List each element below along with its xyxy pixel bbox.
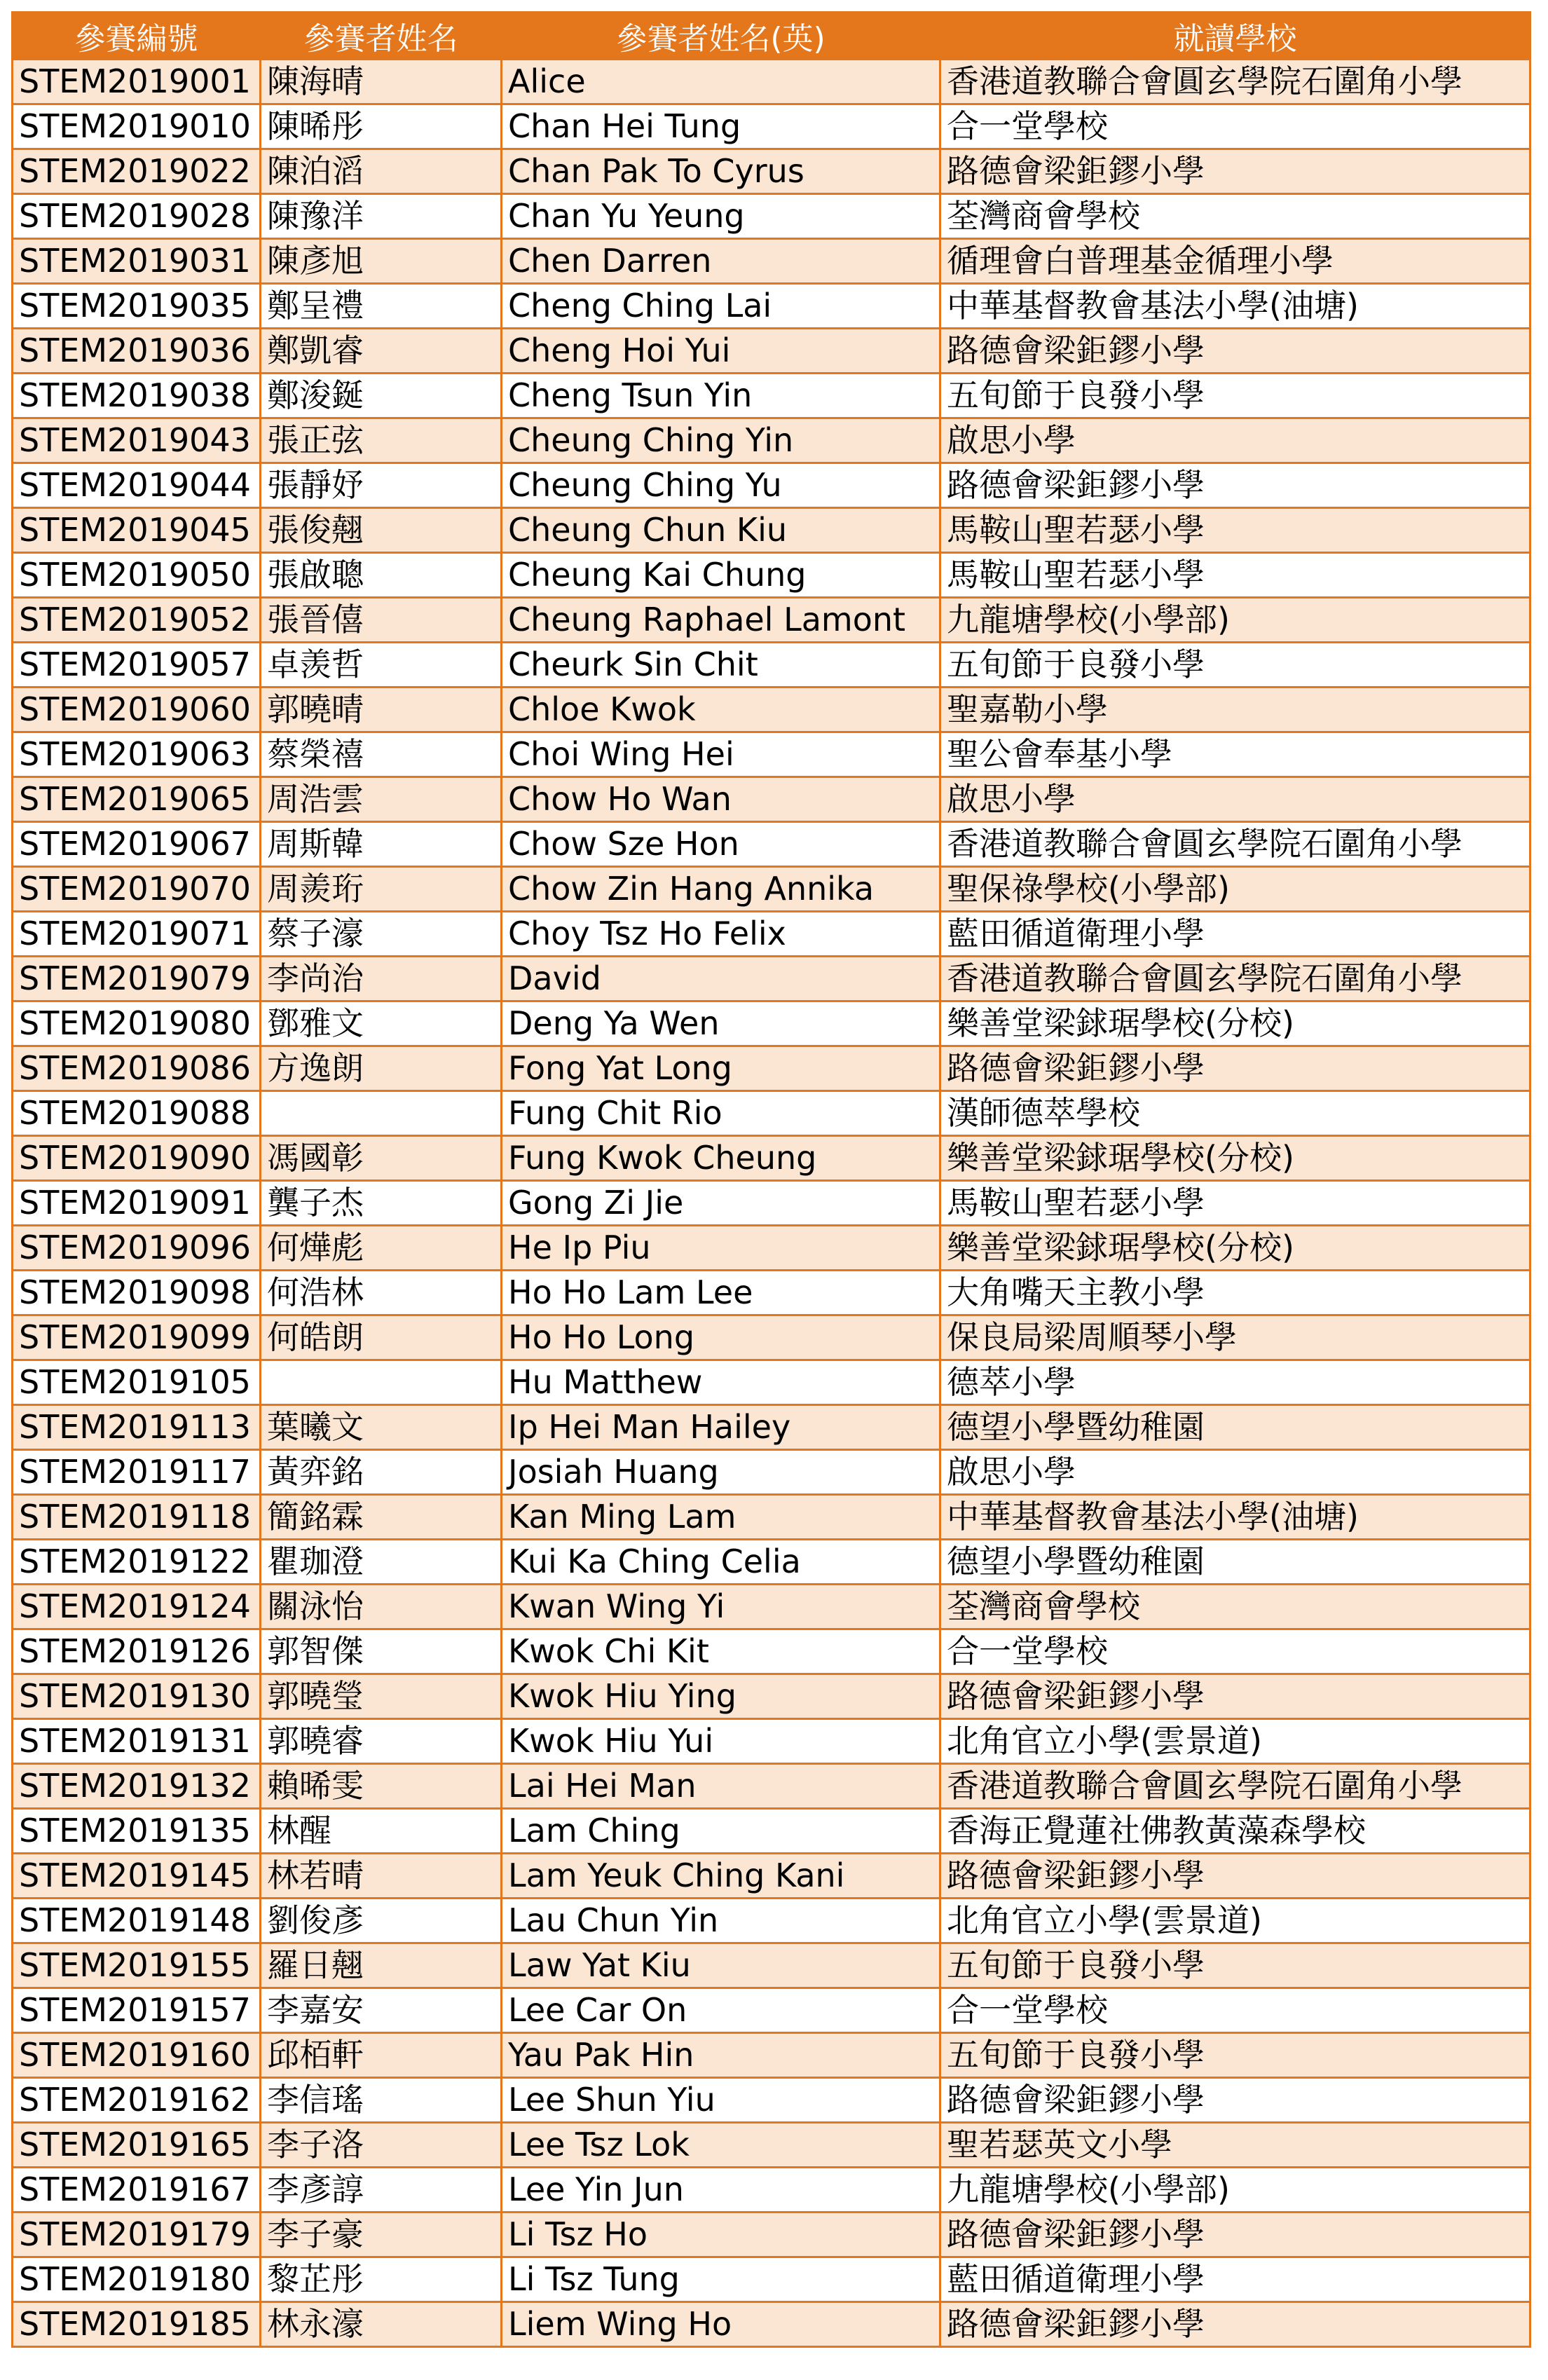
table-row <box>13 2168 1530 2213</box>
chinese-name-cell: 瞿珈澄 <box>261 1540 502 1585</box>
english-name-cell: Lam Ching <box>502 1809 940 1854</box>
english-name-cell: Lai Hei Man <box>502 1764 940 1809</box>
table-row <box>13 598 1530 643</box>
entry-id-cell: STEM2019117 <box>13 1450 261 1495</box>
chinese-name-cell: 李信瑤 <box>261 2078 502 2123</box>
entry-id-cell: STEM2019001 <box>13 60 261 104</box>
chinese-name-cell: 張靜妤 <box>261 463 502 508</box>
english-name-cell: David <box>502 957 940 1001</box>
chinese-name-cell: 賴晞雯 <box>261 1764 502 1809</box>
school-cell: 路德會梁鉅鏐小學 <box>940 1854 1530 1899</box>
table-row <box>13 463 1530 508</box>
table-row <box>13 239 1530 284</box>
chinese-name-cell: 鄭浚鋋 <box>261 374 502 418</box>
school-cell: 德望小學暨幼稚園 <box>940 1405 1530 1450</box>
table-row <box>13 2033 1530 2078</box>
entry-id-cell: STEM2019022 <box>13 149 261 194</box>
table-row <box>13 1046 1530 1091</box>
table-row <box>13 1764 1530 1809</box>
english-name-cell: Fung Chit Rio <box>502 1091 940 1136</box>
chinese-name-cell: 卓羡哲 <box>261 643 502 688</box>
table-row <box>13 194 1530 239</box>
table-row <box>13 2078 1530 2123</box>
english-name-cell: Cheng Tsun Yin <box>502 374 940 418</box>
school-cell: 聖嘉勒小學 <box>940 688 1530 732</box>
english-name-cell: Kwok Chi Kit <box>502 1629 940 1674</box>
entry-id-cell: STEM2019148 <box>13 1899 261 1943</box>
table-row <box>13 1360 1530 1405</box>
school-cell: 路德會梁鉅鏐小學 <box>940 149 1530 194</box>
school-cell: 香港道教聯合會圓玄學院石圍角小學 <box>940 60 1530 104</box>
entry-id-cell: STEM2019105 <box>13 1360 261 1405</box>
english-name-cell: Li Tsz Tung <box>502 2257 940 2302</box>
entry-id-cell: STEM2019157 <box>13 1988 261 2033</box>
entry-id-cell: STEM2019065 <box>13 777 261 822</box>
table-row <box>13 1854 1530 1899</box>
school-cell: 漢師德萃學校 <box>940 1091 1530 1136</box>
table-row <box>13 508 1530 553</box>
chinese-name-cell: 陳豫洋 <box>261 194 502 239</box>
school-cell: 聖保祿學校(小學部) <box>940 867 1530 912</box>
chinese-name-cell: 郭智傑 <box>261 1629 502 1674</box>
english-name-cell: Cheng Ching Lai <box>502 284 940 329</box>
chinese-name-cell: 周羨珩 <box>261 867 502 912</box>
table-row <box>13 329 1530 374</box>
table-row <box>13 553 1530 598</box>
entry-id-cell: STEM2019050 <box>13 553 261 598</box>
school-cell: 保良局梁周順琴小學 <box>940 1315 1530 1360</box>
chinese-name-cell: 郭曉晴 <box>261 688 502 732</box>
school-cell: 中華基督教會基法小學(油塘) <box>940 284 1530 329</box>
english-name-cell: Chan Yu Yeung <box>502 194 940 239</box>
header-english-name: 參賽者姓名(英) <box>502 13 940 60</box>
english-name-cell: Cheurk Sin Chit <box>502 643 940 688</box>
english-name-cell: Gong Zi Jie <box>502 1181 940 1226</box>
english-name-cell: Fong Yat Long <box>502 1046 940 1091</box>
english-name-cell: Alice <box>502 60 940 104</box>
school-cell: 五旬節于良發小學 <box>940 643 1530 688</box>
school-cell: 五旬節于良發小學 <box>940 374 1530 418</box>
english-name-cell: Kwok Hiu Yui <box>502 1719 940 1764</box>
table-row <box>13 1943 1530 1988</box>
school-cell: 九龍塘學校(小學部) <box>940 598 1530 643</box>
chinese-name-cell: 羅日翹 <box>261 1943 502 1988</box>
school-cell: 中華基督教會基法小學(油塘) <box>940 1495 1530 1540</box>
table-row <box>13 2302 1530 2347</box>
chinese-name-cell: 李彥諄 <box>261 2168 502 2213</box>
participant-list <box>11 11 1529 2348</box>
table-row <box>13 688 1530 732</box>
school-cell: 循理會白普理基金循理小學 <box>940 239 1530 284</box>
entry-id-cell: STEM2019045 <box>13 508 261 553</box>
entry-id-cell: STEM2019126 <box>13 1629 261 1674</box>
table-row <box>13 149 1530 194</box>
table-row <box>13 1091 1530 1136</box>
chinese-name-cell: 黃弈銘 <box>261 1450 502 1495</box>
school-cell: 香港道教聯合會圓玄學院石圍角小學 <box>940 822 1530 867</box>
school-cell: 路德會梁鉅鏐小學 <box>940 2213 1530 2257</box>
table-row <box>13 284 1530 329</box>
table-row <box>13 1988 1530 2033</box>
entry-id-cell: STEM2019132 <box>13 1764 261 1809</box>
entry-id-cell: STEM2019052 <box>13 598 261 643</box>
school-cell: 路德會梁鉅鏐小學 <box>940 2078 1530 2123</box>
english-name-cell: Yau Pak Hin <box>502 2033 940 2078</box>
entry-id-cell: STEM2019088 <box>13 1091 261 1136</box>
chinese-name-cell: 李尚治 <box>261 957 502 1001</box>
english-name-cell: Ip Hei Man Hailey <box>502 1405 940 1450</box>
chinese-name-cell: 馮國彰 <box>261 1136 502 1181</box>
table-row <box>13 2257 1530 2302</box>
table-row <box>13 867 1530 912</box>
entry-id-cell: STEM2019080 <box>13 1001 261 1046</box>
english-name-cell: Liem Wing Ho <box>502 2302 940 2347</box>
table-row <box>13 1899 1530 1943</box>
school-cell: 藍田循道衛理小學 <box>940 2257 1530 2302</box>
table-row <box>13 1495 1530 1540</box>
school-cell: 香港道教聯合會圓玄學院石圍角小學 <box>940 957 1530 1001</box>
school-cell: 德望小學暨幼稚園 <box>940 1540 1530 1585</box>
entry-id-cell: STEM2019098 <box>13 1271 261 1315</box>
chinese-name-cell: 關泳怡 <box>261 1585 502 1629</box>
entry-id-cell: STEM2019179 <box>13 2213 261 2257</box>
english-name-cell: Choy Tsz Ho Felix <box>502 912 940 957</box>
entry-id-cell: STEM2019131 <box>13 1719 261 1764</box>
entry-id-cell: STEM2019096 <box>13 1226 261 1271</box>
entry-id-cell: STEM2019028 <box>13 194 261 239</box>
entry-id-cell: STEM2019167 <box>13 2168 261 2213</box>
english-name-cell: Fung Kwok Cheung <box>502 1136 940 1181</box>
chinese-name-cell: 邱栢軒 <box>261 2033 502 2078</box>
chinese-name-cell: 何浩林 <box>261 1271 502 1315</box>
chinese-name-cell <box>261 1360 502 1405</box>
english-name-cell: Cheng Hoi Yui <box>502 329 940 374</box>
entry-id-cell: STEM2019135 <box>13 1809 261 1854</box>
english-name-cell: Cheung Ching Yin <box>502 418 940 463</box>
english-name-cell: Chan Hei Tung <box>502 104 940 149</box>
table-row <box>13 822 1530 867</box>
school-cell: 路德會梁鉅鏐小學 <box>940 1674 1530 1719</box>
school-cell: 樂善堂梁銶琚學校(分校) <box>940 1001 1530 1046</box>
english-name-cell: Josiah Huang <box>502 1450 940 1495</box>
header-school: 就讀學校 <box>940 13 1530 60</box>
school-cell: 馬鞍山聖若瑟小學 <box>940 1181 1530 1226</box>
chinese-name-cell: 鄭呈禮 <box>261 284 502 329</box>
english-name-cell: Lee Shun Yiu <box>502 2078 940 2123</box>
english-name-cell: Chow Ho Wan <box>502 777 940 822</box>
school-cell: 啟思小學 <box>940 1450 1530 1495</box>
table-row <box>13 1001 1530 1046</box>
school-cell: 合一堂學校 <box>940 1988 1530 2033</box>
school-cell: 北角官立小學(雲景道) <box>940 1899 1530 1943</box>
table-row <box>13 1719 1530 1764</box>
header-chinese-name: 參賽者姓名 <box>261 13 502 60</box>
entry-id-cell: STEM2019145 <box>13 1854 261 1899</box>
english-name-cell: Cheung Ching Yu <box>502 463 940 508</box>
table-row <box>13 418 1530 463</box>
chinese-name-cell: 劉俊彥 <box>261 1899 502 1943</box>
table-row <box>13 1181 1530 1226</box>
english-name-cell: Cheung Raphael Lamont <box>502 598 940 643</box>
table-row <box>13 1405 1530 1450</box>
english-name-cell: Kan Ming Lam <box>502 1495 940 1540</box>
school-cell: 路德會梁鉅鏐小學 <box>940 329 1530 374</box>
english-name-cell: Ho Ho Lam Lee <box>502 1271 940 1315</box>
english-name-cell: Chan Pak To Cyrus <box>502 149 940 194</box>
entry-id-cell: STEM2019090 <box>13 1136 261 1181</box>
table-header <box>13 13 1530 60</box>
table-row <box>13 957 1530 1001</box>
chinese-name-cell: 何皓朗 <box>261 1315 502 1360</box>
chinese-name-cell: 陳泊滔 <box>261 149 502 194</box>
chinese-name-cell: 林永濠 <box>261 2302 502 2347</box>
table-row <box>13 732 1530 777</box>
entry-id-cell: STEM2019067 <box>13 822 261 867</box>
english-name-cell: Hu Matthew <box>502 1360 940 1405</box>
english-name-cell: Cheung Kai Chung <box>502 553 940 598</box>
chinese-name-cell <box>261 1091 502 1136</box>
english-name-cell: Choi Wing Hei <box>502 732 940 777</box>
english-name-cell: Chow Sze Hon <box>502 822 940 867</box>
chinese-name-cell: 李嘉安 <box>261 1988 502 2033</box>
entry-id-cell: STEM2019071 <box>13 912 261 957</box>
entry-id-cell: STEM2019099 <box>13 1315 261 1360</box>
chinese-name-cell: 張俊翹 <box>261 508 502 553</box>
school-cell: 德萃小學 <box>940 1360 1530 1405</box>
english-name-cell: Lee Tsz Lok <box>502 2123 940 2168</box>
table-row <box>13 374 1530 418</box>
chinese-name-cell: 李子洛 <box>261 2123 502 2168</box>
english-name-cell: Law Yat Kiu <box>502 1943 940 1988</box>
table-row <box>13 1674 1530 1719</box>
english-name-cell: Lee Car On <box>502 1988 940 2033</box>
entry-id-cell: STEM2019180 <box>13 2257 261 2302</box>
school-cell: 聖公會奉基小學 <box>940 732 1530 777</box>
school-cell: 藍田循道衛理小學 <box>940 912 1530 957</box>
table-row <box>13 1809 1530 1854</box>
chinese-name-cell: 簡銘霖 <box>261 1495 502 1540</box>
chinese-name-cell: 林醒 <box>261 1809 502 1854</box>
school-cell: 樂善堂梁銶琚學校(分校) <box>940 1136 1530 1181</box>
english-name-cell: Chloe Kwok <box>502 688 940 732</box>
school-cell: 啟思小學 <box>940 418 1530 463</box>
table-row <box>13 777 1530 822</box>
english-name-cell: Lau Chun Yin <box>502 1899 940 1943</box>
entry-id-cell: STEM2019091 <box>13 1181 261 1226</box>
school-cell: 荃灣商會學校 <box>940 194 1530 239</box>
school-cell: 合一堂學校 <box>940 1629 1530 1674</box>
chinese-name-cell: 郭曉睿 <box>261 1719 502 1764</box>
school-cell: 五旬節于良發小學 <box>940 1943 1530 1988</box>
chinese-name-cell: 李子豪 <box>261 2213 502 2257</box>
entry-id-cell: STEM2019086 <box>13 1046 261 1091</box>
entry-id-cell: STEM2019063 <box>13 732 261 777</box>
school-cell: 五旬節于良發小學 <box>940 2033 1530 2078</box>
table-row <box>13 1271 1530 1315</box>
chinese-name-cell: 周浩雲 <box>261 777 502 822</box>
school-cell: 啟思小學 <box>940 777 1530 822</box>
english-name-cell: Cheung Chun Kiu <box>502 508 940 553</box>
chinese-name-cell: 陳海晴 <box>261 60 502 104</box>
entry-id-cell: STEM2019031 <box>13 239 261 284</box>
english-name-cell: Li Tsz Ho <box>502 2213 940 2257</box>
entry-id-cell: STEM2019079 <box>13 957 261 1001</box>
english-name-cell: Lam Yeuk Ching Kani <box>502 1854 940 1899</box>
chinese-name-cell: 周斯韓 <box>261 822 502 867</box>
table-row <box>13 60 1530 104</box>
school-cell: 路德會梁鉅鏐小學 <box>940 463 1530 508</box>
school-cell: 大角嘴天主教小學 <box>940 1271 1530 1315</box>
entry-id-cell: STEM2019118 <box>13 1495 261 1540</box>
school-cell: 九龍塘學校(小學部) <box>940 2168 1530 2213</box>
chinese-name-cell: 葉曦文 <box>261 1405 502 1450</box>
english-name-cell: Deng Ya Wen <box>502 1001 940 1046</box>
header-entry-id: 參賽編號 <box>13 13 261 60</box>
entry-id-cell: STEM2019113 <box>13 1405 261 1450</box>
chinese-name-cell: 陳晞彤 <box>261 104 502 149</box>
entry-id-cell: STEM2019057 <box>13 643 261 688</box>
school-cell: 聖若瑟英文小學 <box>940 2123 1530 2168</box>
entry-id-cell: STEM2019122 <box>13 1540 261 1585</box>
table-row <box>13 2123 1530 2168</box>
chinese-name-cell: 黎芷彤 <box>261 2257 502 2302</box>
english-name-cell: Kwok Hiu Ying <box>502 1674 940 1719</box>
school-cell: 合一堂學校 <box>940 104 1530 149</box>
table-row <box>13 1450 1530 1495</box>
chinese-name-cell: 張啟聰 <box>261 553 502 598</box>
table-row <box>13 2213 1530 2257</box>
chinese-name-cell: 方逸朗 <box>261 1046 502 1091</box>
school-cell: 馬鞍山聖若瑟小學 <box>940 508 1530 553</box>
chinese-name-cell: 何燁彪 <box>261 1226 502 1271</box>
english-name-cell: Chow Zin Hang Annika <box>502 867 940 912</box>
table-row <box>13 1585 1530 1629</box>
entry-id-cell: STEM2019165 <box>13 2123 261 2168</box>
chinese-name-cell: 陳彥旭 <box>261 239 502 284</box>
table-row <box>13 1226 1530 1271</box>
chinese-name-cell: 鄧雅文 <box>261 1001 502 1046</box>
school-cell: 路德會梁鉅鏐小學 <box>940 2302 1530 2347</box>
english-name-cell: Ho Ho Long <box>502 1315 940 1360</box>
entry-id-cell: STEM2019155 <box>13 1943 261 1988</box>
school-cell: 路德會梁鉅鏐小學 <box>940 1046 1530 1091</box>
table-row <box>13 104 1530 149</box>
entry-id-cell: STEM2019038 <box>13 374 261 418</box>
chinese-name-cell: 張正弦 <box>261 418 502 463</box>
chinese-name-cell: 鄭凱睿 <box>261 329 502 374</box>
table-row <box>13 912 1530 957</box>
chinese-name-cell: 張晉僖 <box>261 598 502 643</box>
header-row <box>13 13 1530 60</box>
entry-id-cell: STEM2019060 <box>13 688 261 732</box>
english-name-cell: He Ip Piu <box>502 1226 940 1271</box>
table-row <box>13 643 1530 688</box>
entry-id-cell: STEM2019124 <box>13 1585 261 1629</box>
school-cell: 香港道教聯合會圓玄學院石圍角小學 <box>940 1764 1530 1809</box>
entry-id-cell: STEM2019160 <box>13 2033 261 2078</box>
entry-id-cell: STEM2019035 <box>13 284 261 329</box>
english-name-cell: Kui Ka Ching Celia <box>502 1540 940 1585</box>
chinese-name-cell: 蔡子濠 <box>261 912 502 957</box>
school-cell: 樂善堂梁銶琚學校(分校) <box>940 1226 1530 1271</box>
table-row <box>13 1629 1530 1674</box>
english-name-cell: Chen Darren <box>502 239 940 284</box>
participant-table <box>11 11 1531 2348</box>
entry-id-cell: STEM2019185 <box>13 2302 261 2347</box>
entry-id-cell: STEM2019070 <box>13 867 261 912</box>
chinese-name-cell: 林若晴 <box>261 1854 502 1899</box>
entry-id-cell: STEM2019130 <box>13 1674 261 1719</box>
school-cell: 北角官立小學(雲景道) <box>940 1719 1530 1764</box>
chinese-name-cell: 郭曉瑩 <box>261 1674 502 1719</box>
chinese-name-cell: 蔡榮禧 <box>261 732 502 777</box>
school-cell: 馬鞍山聖若瑟小學 <box>940 553 1530 598</box>
english-name-cell: Kwan Wing Yi <box>502 1585 940 1629</box>
entry-id-cell: STEM2019043 <box>13 418 261 463</box>
table-row <box>13 1136 1530 1181</box>
school-cell: 香海正覺蓮社佛教黃藻森學校 <box>940 1809 1530 1854</box>
entry-id-cell: STEM2019036 <box>13 329 261 374</box>
table-row <box>13 1540 1530 1585</box>
table-body <box>13 60 1530 2347</box>
entry-id-cell: STEM2019010 <box>13 104 261 149</box>
entry-id-cell: STEM2019044 <box>13 463 261 508</box>
english-name-cell: Lee Yin Jun <box>502 2168 940 2213</box>
school-cell: 荃灣商會學校 <box>940 1585 1530 1629</box>
table-row <box>13 1315 1530 1360</box>
entry-id-cell: STEM2019162 <box>13 2078 261 2123</box>
chinese-name-cell: 龔子杰 <box>261 1181 502 1226</box>
